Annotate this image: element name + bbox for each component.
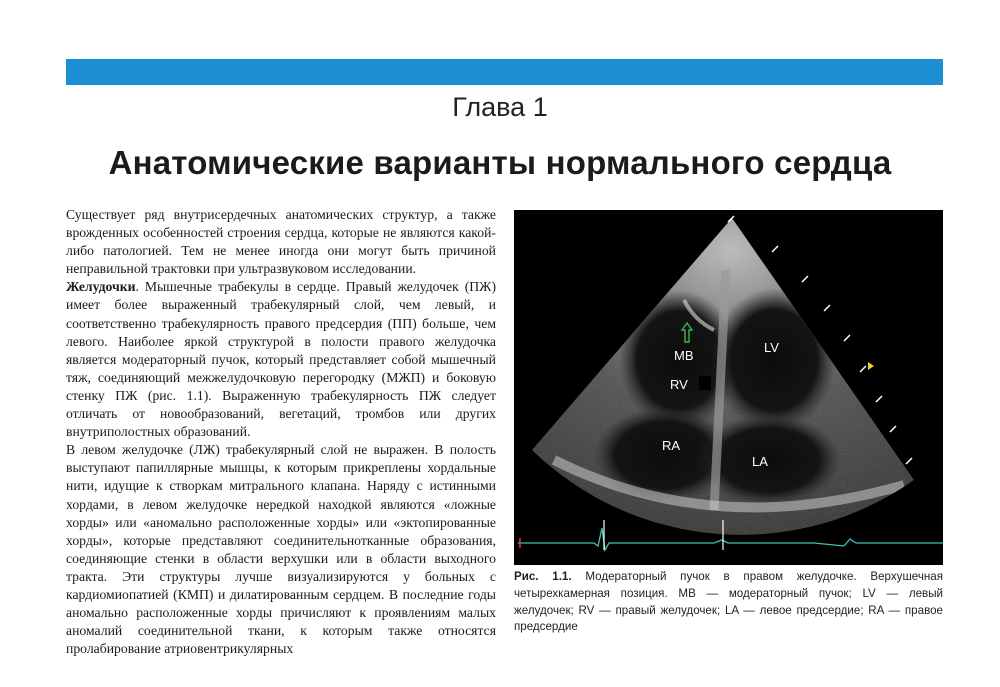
caption-label: Рис. 1.1. (514, 570, 572, 583)
label-la: LA (752, 454, 768, 469)
echo-image (514, 210, 943, 565)
paragraph-ventricles (66, 278, 496, 441)
chapter-label: Глава 1 (452, 92, 548, 122)
chapter-title: Анатомические варианты нормального сердца (108, 144, 892, 181)
label-rv: RV (670, 377, 688, 392)
figure-caption (514, 569, 943, 636)
label-lv: LV (764, 340, 779, 355)
left-ventricle-cavity (712, 288, 836, 432)
echocardiogram-figure (514, 210, 943, 565)
caption-text: Модераторный пучок в правом желудочке. Верхушечная четырехкамерная позиция. MB — модераторный пучок; LV — левый желудочек; RV — правый желудочек; LA — левое предсердие; RA — правое предсердие (514, 570, 944, 634)
paragraph-intro: Существует ряд внутрисердечных анатомических структур, а также врожденных особенностей строения сердца, которые не являются какой-либо патологией. Тем не менее иногда они могут быть причиной неправильной трактовки при ультразвуковом исследовании. (66, 207, 496, 277)
label-mb: MB (674, 348, 694, 363)
paragraph-left-ventricle: В левом желудочке (ЛЖ) трабекулярный слой не выражен. В полость выступают папиллярные мышцы, к которым прикреплены хордальные нити, идущие к створкам митрального клапана. Наряду с истинными хордами, в левом желудочке нередкой находкой являются «ложные хорды» или «аномально расположенные хорды» или «эктопированные хорды», которые представляют соединительнотканные образования, соединяющие стенки в области верхушки или в области выходного тракта. Эти структуры лучше визуализируются у больных с кардиомиопатией (КМП) и дилатированным сердцем. В последние годы аномально расположенные хорды причисляют к проявлениям малых аномалий соединительной ткани, к которым также относятся пролабирование атриовентрикулярных (66, 442, 496, 657)
focus-marker (868, 362, 874, 370)
label-ra: RA (662, 438, 681, 453)
body-text-column (66, 206, 496, 658)
header-color-bar (66, 59, 943, 85)
term-ventricles: Желудочки (66, 279, 136, 295)
paragraph-ventricles-text: . Мышечные трабекулы в сердце. Правый желудочек (ПЖ) имеет более выраженный трабекулярный слой, чем левый, и соответственно трабекулярность правого предсердия (ПП) больше, чем левого. Наиболее яркой структурой в полости правого желудочка является модераторный пучок, который представляет собой мышечный тяж, соединяющий межжелудочковую перегородку (МЖП) и боковую стенку ПЖ (рис. 1.1). Выраженную трабекулярность ПЖ следует отличать от новообразований, вегетаций, тромбов или других внутриполостных образований. (66, 279, 496, 440)
